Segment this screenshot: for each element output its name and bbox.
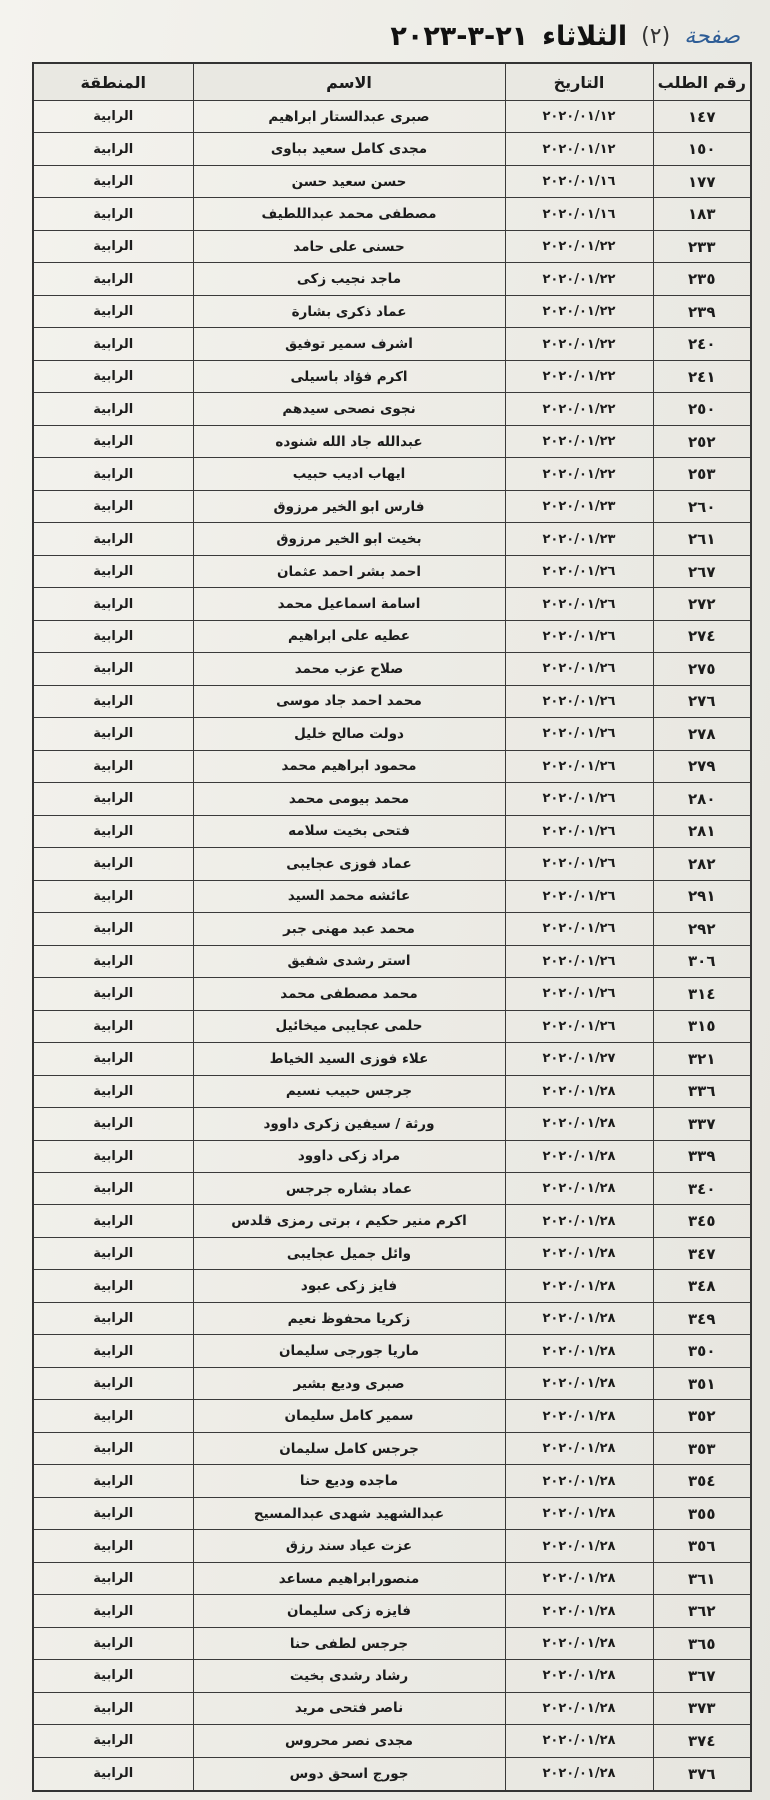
cell-date: ٢٠٢٠/٠١/٢٣	[505, 523, 653, 555]
cell-region: الرابية	[33, 523, 193, 555]
cell-date: ٢٠٢٠/٠١/٢٦	[505, 685, 653, 717]
cell-region: الرابية	[33, 393, 193, 425]
cell-name: فايز زكى عبود	[193, 1270, 505, 1302]
cell-date: ٢٠٢٠/٠١/٢٨	[505, 1465, 653, 1497]
cell-date: ٢٠٢٠/٠١/٢٨	[505, 1108, 653, 1140]
table-row	[33, 1010, 751, 1042]
cell-name: محمد بيومى محمد	[193, 783, 505, 815]
cell-request-no: ٣٦٢	[653, 1595, 751, 1627]
cell-region: الرابية	[33, 1010, 193, 1042]
table-row	[33, 458, 751, 490]
cell-name: محمد مصطفى محمد	[193, 978, 505, 1010]
cell-request-no: ٢٩١	[653, 880, 751, 912]
table-row	[33, 1725, 751, 1757]
table-row	[33, 1757, 751, 1791]
cell-region: الرابية	[33, 1497, 193, 1529]
cell-request-no: ٣١٥	[653, 1010, 751, 1042]
cell-name: ماجد نجيب زكى	[193, 263, 505, 295]
table-row	[33, 978, 751, 1010]
page-number: (٢)	[641, 23, 671, 49]
cell-date: ٢٠٢٠/٠١/٢٢	[505, 295, 653, 327]
cell-name: سمير كامل سليمان	[193, 1400, 505, 1432]
table-row	[33, 1432, 751, 1464]
cell-date: ٢٠٢٠/٠١/١٦	[505, 198, 653, 230]
cell-region: الرابية	[33, 328, 193, 360]
table-row	[33, 848, 751, 880]
cell-region: الرابية	[33, 945, 193, 977]
cell-date: ٢٠٢٠/٠١/٢٧	[505, 1043, 653, 1075]
cell-region: الرابية	[33, 1335, 193, 1367]
cell-date: ٢٠٢٠/٠١/٢٦	[505, 750, 653, 782]
cell-region: الرابية	[33, 490, 193, 522]
cell-region: الرابية	[33, 458, 193, 490]
cell-request-no: ٢٧٨	[653, 718, 751, 750]
cell-request-no: ٣٣٩	[653, 1140, 751, 1172]
cell-region: الرابية	[33, 653, 193, 685]
cell-date: ٢٠٢٠/٠١/٢٨	[505, 1725, 653, 1757]
cell-region: الرابية	[33, 1302, 193, 1334]
cell-name: صلاح عزب محمد	[193, 653, 505, 685]
cell-name: حسنى على حامد	[193, 230, 505, 262]
cell-request-no: ٣٥١	[653, 1367, 751, 1399]
table-row	[33, 945, 751, 977]
cell-request-no: ١٧٧	[653, 165, 751, 197]
cell-name: حلمى عجايبى ميخائيل	[193, 1010, 505, 1042]
cell-request-no: ٢٨٠	[653, 783, 751, 815]
cell-date: ٢٠٢٠/٠١/٢٦	[505, 913, 653, 945]
cell-name: حسن سعيد حسن	[193, 165, 505, 197]
table-row	[33, 1075, 751, 1107]
cell-name: اسامة اسماعيل محمد	[193, 588, 505, 620]
cell-request-no: ٢٨١	[653, 815, 751, 847]
cell-request-no: ٣٣٦	[653, 1075, 751, 1107]
table-row	[33, 490, 751, 522]
table-row	[33, 1270, 751, 1302]
table-body	[33, 101, 751, 1792]
header-region: المنطقة	[33, 63, 193, 101]
cell-request-no: ٢٦٠	[653, 490, 751, 522]
cell-region: الرابية	[33, 1465, 193, 1497]
header-name: الاسم	[193, 63, 505, 101]
cell-request-no: ٣٤٥	[653, 1205, 751, 1237]
cell-region: الرابية	[33, 1595, 193, 1627]
table-row	[33, 1302, 751, 1334]
table-row	[33, 620, 751, 652]
cell-request-no: ٣٤٠	[653, 1172, 751, 1204]
cell-region: الرابية	[33, 165, 193, 197]
table-row	[33, 1465, 751, 1497]
table-row	[33, 718, 751, 750]
cell-name: عماد فوزى عجايبى	[193, 848, 505, 880]
cell-region: الرابية	[33, 1400, 193, 1432]
table-row	[33, 1237, 751, 1269]
table-row	[33, 165, 751, 197]
table-row	[33, 685, 751, 717]
cell-request-no: ٢٤٠	[653, 328, 751, 360]
cell-date: ٢٠٢٠/٠١/٢٨	[505, 1140, 653, 1172]
cell-region: الرابية	[33, 555, 193, 587]
cell-request-no: ٢٧٥	[653, 653, 751, 685]
cell-date: ٢٠٢٠/٠١/٢٦	[505, 848, 653, 880]
table-row	[33, 1335, 751, 1367]
cell-region: الرابية	[33, 263, 193, 295]
table-row	[33, 263, 751, 295]
cell-region: الرابية	[33, 718, 193, 750]
cell-region: الرابية	[33, 620, 193, 652]
cell-name: عزت عياد سند رزق	[193, 1530, 505, 1562]
table-row	[33, 555, 751, 587]
cell-name: وائل جميل عجايبى	[193, 1237, 505, 1269]
handwritten-page-note: صفحة	[684, 23, 740, 49]
cell-request-no: ٣٠٦	[653, 945, 751, 977]
table-row	[33, 783, 751, 815]
table-row	[33, 1660, 751, 1692]
cell-date: ٢٠٢٠/٠١/٢٨	[505, 1237, 653, 1269]
table-row	[33, 198, 751, 230]
cell-date: ٢٠٢٠/٠١/٢٦	[505, 815, 653, 847]
cell-region: الرابية	[33, 1075, 193, 1107]
table-row	[33, 295, 751, 327]
table-row	[33, 815, 751, 847]
cell-date: ٢٠٢٠/٠١/٢٨	[505, 1367, 653, 1399]
cell-region: الرابية	[33, 1237, 193, 1269]
table-row	[33, 1205, 751, 1237]
cell-name: منصورابراهيم مساعد	[193, 1562, 505, 1594]
table-row	[33, 1043, 751, 1075]
cell-request-no: ٢٧٦	[653, 685, 751, 717]
cell-region: الرابية	[33, 848, 193, 880]
cell-request-no: ٢٤١	[653, 360, 751, 392]
cell-date: ٢٠٢٠/٠١/١٦	[505, 165, 653, 197]
cell-region: الرابية	[33, 1530, 193, 1562]
cell-date: ٢٠٢٠/٠١/١٢	[505, 101, 653, 133]
cell-name: مجدى كامل سعيد بباوى	[193, 133, 505, 165]
cell-name: عبدالشهيد شهدى عبدالمسيح	[193, 1497, 505, 1529]
cell-name: زكريا محفوظ نعيم	[193, 1302, 505, 1334]
cell-name: ايهاب اديب حبيب	[193, 458, 505, 490]
table-row	[33, 750, 751, 782]
cell-name: عماد بشاره جرجس	[193, 1172, 505, 1204]
cell-region: الرابية	[33, 1140, 193, 1172]
cell-request-no: ٣٥٦	[653, 1530, 751, 1562]
table-row	[33, 913, 751, 945]
cell-date: ٢٠٢٠/٠١/٢٦	[505, 945, 653, 977]
cell-name: محمد عبد مهنى جبر	[193, 913, 505, 945]
cell-name: صبرى وديع بشير	[193, 1367, 505, 1399]
cell-region: الرابية	[33, 1367, 193, 1399]
cell-request-no: ٢٨٢	[653, 848, 751, 880]
header-request-no: رقم الطلب	[653, 63, 751, 101]
table-row	[33, 1140, 751, 1172]
cell-request-no: ٢٣٣	[653, 230, 751, 262]
table-row	[33, 1497, 751, 1529]
cell-region: الرابية	[33, 295, 193, 327]
cell-name: جورج اسحق دوس	[193, 1757, 505, 1791]
table-row	[33, 653, 751, 685]
table-row	[33, 1172, 751, 1204]
table-row	[33, 328, 751, 360]
cell-request-no: ٢٩٢	[653, 913, 751, 945]
cell-name: جرجس كامل سليمان	[193, 1432, 505, 1464]
cell-date: ٢٠٢٠/٠١/١٢	[505, 133, 653, 165]
header-date: التاريخ	[505, 63, 653, 101]
cell-name: احمد بشر احمد عثمان	[193, 555, 505, 587]
cell-name: بخيت ابو الخير مرزوق	[193, 523, 505, 555]
table-row	[33, 1562, 751, 1594]
cell-request-no: ٣٥٣	[653, 1432, 751, 1464]
cell-region: الرابية	[33, 230, 193, 262]
cell-region: الرابية	[33, 1205, 193, 1237]
table-row	[33, 1530, 751, 1562]
cell-date: ٢٠٢٠/٠١/٢٨	[505, 1172, 653, 1204]
cell-request-no: ٢٥٠	[653, 393, 751, 425]
cell-name: علاء فوزى السيد الخياط	[193, 1043, 505, 1075]
cell-request-no: ٣٤٨	[653, 1270, 751, 1302]
cell-date: ٢٠٢٠/٠١/٢٨	[505, 1530, 653, 1562]
cell-name: عبدالله جاد الله شنوده	[193, 425, 505, 457]
cell-date: ٢٠٢٠/٠١/٢٨	[505, 1400, 653, 1432]
cell-name: عطيه على ابراهيم	[193, 620, 505, 652]
cell-request-no: ٣٦٥	[653, 1627, 751, 1659]
cell-region: الرابية	[33, 1725, 193, 1757]
cell-date: ٢٠٢٠/٠١/٢٢	[505, 393, 653, 425]
heading-day: الثلاثاء	[542, 20, 628, 52]
cell-name: نجوى نصحى سيدهم	[193, 393, 505, 425]
cell-name: عائشه محمد السيد	[193, 880, 505, 912]
cell-date: ٢٠٢٠/٠١/٢٨	[505, 1627, 653, 1659]
cell-date: ٢٠٢٠/٠١/٢٨	[505, 1302, 653, 1334]
cell-request-no: ٣٥٥	[653, 1497, 751, 1529]
cell-region: الرابية	[33, 750, 193, 782]
cell-name: ورثة / سيفين زكرى داوود	[193, 1108, 505, 1140]
cell-date: ٢٠٢٠/٠١/٢٢	[505, 360, 653, 392]
cell-name: عماد ذكرى بشارة	[193, 295, 505, 327]
cell-region: الرابية	[33, 1627, 193, 1659]
cell-region: الرابية	[33, 198, 193, 230]
cell-name: اشرف سمير توفيق	[193, 328, 505, 360]
cell-date: ٢٠٢٠/٠١/٢٨	[505, 1757, 653, 1791]
cell-request-no: ١٤٧	[653, 101, 751, 133]
cell-date: ٢٠٢٠/٠١/٢٨	[505, 1692, 653, 1724]
table-row	[33, 523, 751, 555]
table-row	[33, 1108, 751, 1140]
table-row	[33, 880, 751, 912]
cell-date: ٢٠٢٠/٠١/٢٦	[505, 718, 653, 750]
table-row	[33, 230, 751, 262]
cell-request-no: ٣٧٦	[653, 1757, 751, 1791]
cell-region: الرابية	[33, 360, 193, 392]
cell-request-no: ٢٧٤	[653, 620, 751, 652]
cell-region: الرابية	[33, 1432, 193, 1464]
cell-region: الرابية	[33, 1757, 193, 1791]
cell-name: استر رشدى شفيق	[193, 945, 505, 977]
table-row	[33, 1595, 751, 1627]
cell-request-no: ٣٥٤	[653, 1465, 751, 1497]
cell-date: ٢٠٢٠/٠١/٢٢	[505, 263, 653, 295]
cell-region: الرابية	[33, 783, 193, 815]
cell-region: الرابية	[33, 1172, 193, 1204]
table-row	[33, 101, 751, 133]
cell-date: ٢٠٢٠/٠١/٢٨	[505, 1497, 653, 1529]
cell-name: ماريا جورجى سليمان	[193, 1335, 505, 1367]
table-row	[33, 588, 751, 620]
cell-date: ٢٠٢٠/٠١/٢٨	[505, 1660, 653, 1692]
cell-date: ٢٠٢٠/٠١/٢٦	[505, 588, 653, 620]
cell-name: اكرم فؤاد باسيلى	[193, 360, 505, 392]
cell-date: ٢٠٢٠/٠١/٢٦	[505, 880, 653, 912]
cell-region: الرابية	[33, 1270, 193, 1302]
cell-request-no: ٣٣٧	[653, 1108, 751, 1140]
cell-request-no: ٢٥٢	[653, 425, 751, 457]
cell-name: جرجس حبيب نسيم	[193, 1075, 505, 1107]
cell-region: الرابية	[33, 133, 193, 165]
cell-region: الرابية	[33, 425, 193, 457]
cell-date: ٢٠٢٠/٠١/٢٢	[505, 230, 653, 262]
cell-request-no: ٢٥٣	[653, 458, 751, 490]
table-row	[33, 133, 751, 165]
cell-request-no: ٣٥٠	[653, 1335, 751, 1367]
cell-request-no: ٣٥٢	[653, 1400, 751, 1432]
cell-name: محمد احمد جاد موسى	[193, 685, 505, 717]
heading-date: ٢١-٣-٢٠٢٣	[390, 20, 529, 52]
cell-date: ٢٠٢٠/٠١/٢٨	[505, 1205, 653, 1237]
table-row	[33, 393, 751, 425]
table-row	[33, 1367, 751, 1399]
cell-date: ٢٠٢٠/٠١/٢٢	[505, 328, 653, 360]
cell-name: صبرى عبدالستار ابراهيم	[193, 101, 505, 133]
cell-name: مصطفى محمد عبداللطيف	[193, 198, 505, 230]
cell-request-no: ٣٦١	[653, 1562, 751, 1594]
cell-date: ٢٠٢٠/٠١/٢٦	[505, 783, 653, 815]
cell-region: الرابية	[33, 588, 193, 620]
cell-date: ٢٠٢٠/٠١/٢٦	[505, 978, 653, 1010]
cell-region: الرابية	[33, 913, 193, 945]
cell-name: ماجده وديع حنا	[193, 1465, 505, 1497]
requests-table	[32, 62, 752, 1792]
cell-date: ٢٠٢٠/٠١/٢٨	[505, 1432, 653, 1464]
table-row	[33, 360, 751, 392]
cell-name: اكرم منير حكيم ، برتى رمزى قلدس	[193, 1205, 505, 1237]
table-row	[33, 1400, 751, 1432]
cell-request-no: ٣٦٧	[653, 1660, 751, 1692]
cell-request-no: ٣٢١	[653, 1043, 751, 1075]
cell-date: ٢٠٢٠/٠١/٢٨	[505, 1270, 653, 1302]
cell-name: محمود ابراهيم محمد	[193, 750, 505, 782]
cell-date: ٢٠٢٠/٠١/٢٨	[505, 1595, 653, 1627]
table-row	[33, 425, 751, 457]
cell-region: الرابية	[33, 1562, 193, 1594]
cell-request-no: ٣٤٩	[653, 1302, 751, 1334]
cell-date: ٢٠٢٠/٠١/٢٨	[505, 1075, 653, 1107]
table-header-row	[33, 63, 751, 101]
cell-name: فتحى بخيت سلامه	[193, 815, 505, 847]
cell-name: فايزه زكى سليمان	[193, 1595, 505, 1627]
cell-name: جرجس لطفى حنا	[193, 1627, 505, 1659]
cell-region: الرابية	[33, 978, 193, 1010]
cell-region: الرابية	[33, 880, 193, 912]
cell-date: ٢٠٢٠/٠١/٢٦	[505, 653, 653, 685]
page-heading	[40, 14, 740, 58]
cell-request-no: ٣٤٧	[653, 1237, 751, 1269]
cell-name: ناصر فتحى مريد	[193, 1692, 505, 1724]
cell-request-no: ٣١٤	[653, 978, 751, 1010]
cell-region: الرابية	[33, 1108, 193, 1140]
cell-request-no: ٢٦١	[653, 523, 751, 555]
cell-region: الرابية	[33, 101, 193, 133]
cell-date: ٢٠٢٠/٠١/٢٨	[505, 1562, 653, 1594]
cell-name: رشاد رشدى بخيت	[193, 1660, 505, 1692]
cell-date: ٢٠٢٠/٠١/٢٦	[505, 1010, 653, 1042]
cell-date: ٢٠٢٠/٠١/٢٦	[505, 620, 653, 652]
cell-request-no: ٢٣٥	[653, 263, 751, 295]
cell-name: مراد زكى داوود	[193, 1140, 505, 1172]
cell-request-no: ٢٦٧	[653, 555, 751, 587]
cell-region: الرابية	[33, 1660, 193, 1692]
cell-name: مجدى نصر محروس	[193, 1725, 505, 1757]
cell-region: الرابية	[33, 1043, 193, 1075]
cell-request-no: ٣٧٣	[653, 1692, 751, 1724]
cell-region: الرابية	[33, 815, 193, 847]
cell-request-no: ١٥٠	[653, 133, 751, 165]
cell-region: الرابية	[33, 1692, 193, 1724]
cell-name: دولت صالح خليل	[193, 718, 505, 750]
cell-request-no: ٢٧٢	[653, 588, 751, 620]
cell-request-no: ٣٧٤	[653, 1725, 751, 1757]
cell-name: فارس ابو الخير مرزوق	[193, 490, 505, 522]
cell-date: ٢٠٢٠/٠١/٢٨	[505, 1335, 653, 1367]
cell-date: ٢٠٢٠/٠١/٢٣	[505, 490, 653, 522]
cell-region: الرابية	[33, 685, 193, 717]
table-row	[33, 1627, 751, 1659]
cell-date: ٢٠٢٠/٠١/٢٢	[505, 458, 653, 490]
table-row	[33, 1692, 751, 1724]
cell-request-no: ٢٧٩	[653, 750, 751, 782]
cell-request-no: ٢٣٩	[653, 295, 751, 327]
cell-date: ٢٠٢٠/٠١/٢٢	[505, 425, 653, 457]
cell-date: ٢٠٢٠/٠١/٢٦	[505, 555, 653, 587]
cell-request-no: ١٨٣	[653, 198, 751, 230]
